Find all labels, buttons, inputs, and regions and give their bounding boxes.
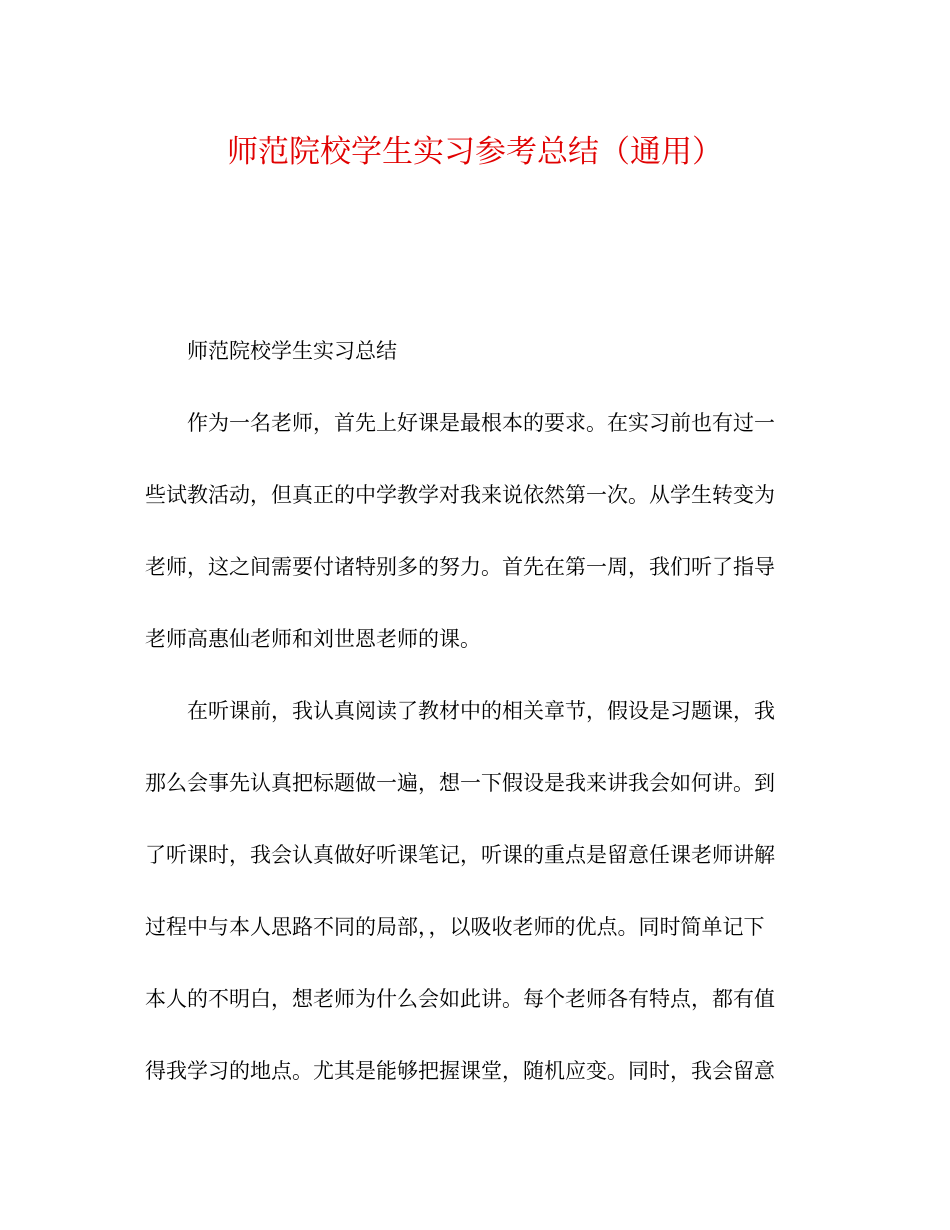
document-body — [145, 331, 800, 1123]
paragraph-line: 些试教活动，但真正的中学教学对我来说依然第一次。从学生转变为 — [145, 483, 775, 507]
paragraph-line: 在听课前，我认真阅读了教材中的相关章节，假设是习题课，我 — [187, 699, 775, 723]
paragraph-line: 作为一名老师，首先上好课是最根本的要求。在实习前也有过一 — [187, 411, 775, 435]
paragraph-line: 那么会事先认真把标题做一遍，想一下假设是我来讲我会如何讲。到 — [145, 771, 775, 795]
paragraph-line: 本人的不明白，想老师为什么会如此讲。每个老师各有特点，都有值 — [145, 987, 775, 1011]
section-heading: 师范院校学生实习总结 — [187, 339, 397, 363]
paragraph-line: 了听课时，我会认真做好听课笔记，听课的重点是留意任课老师讲解 — [145, 843, 775, 867]
document-title: 师范院校学生实习参考总结（通用） — [227, 134, 723, 170]
paragraph-line: 得我学习的地点。尤其是能够把握课堂，随机应变。同时，我会留意 — [145, 1059, 775, 1083]
paragraph-line: 过程中与本人思路不同的局部，，以吸收老师的优点。同时简单记下 — [145, 915, 765, 939]
paragraph-line: 老师，这之间需要付诸特别多的努力。首先在第一周，我们听了指导 — [145, 555, 775, 579]
paragraph-line: 老师高惠仙老师和刘世恩老师的课。 — [145, 627, 481, 651]
